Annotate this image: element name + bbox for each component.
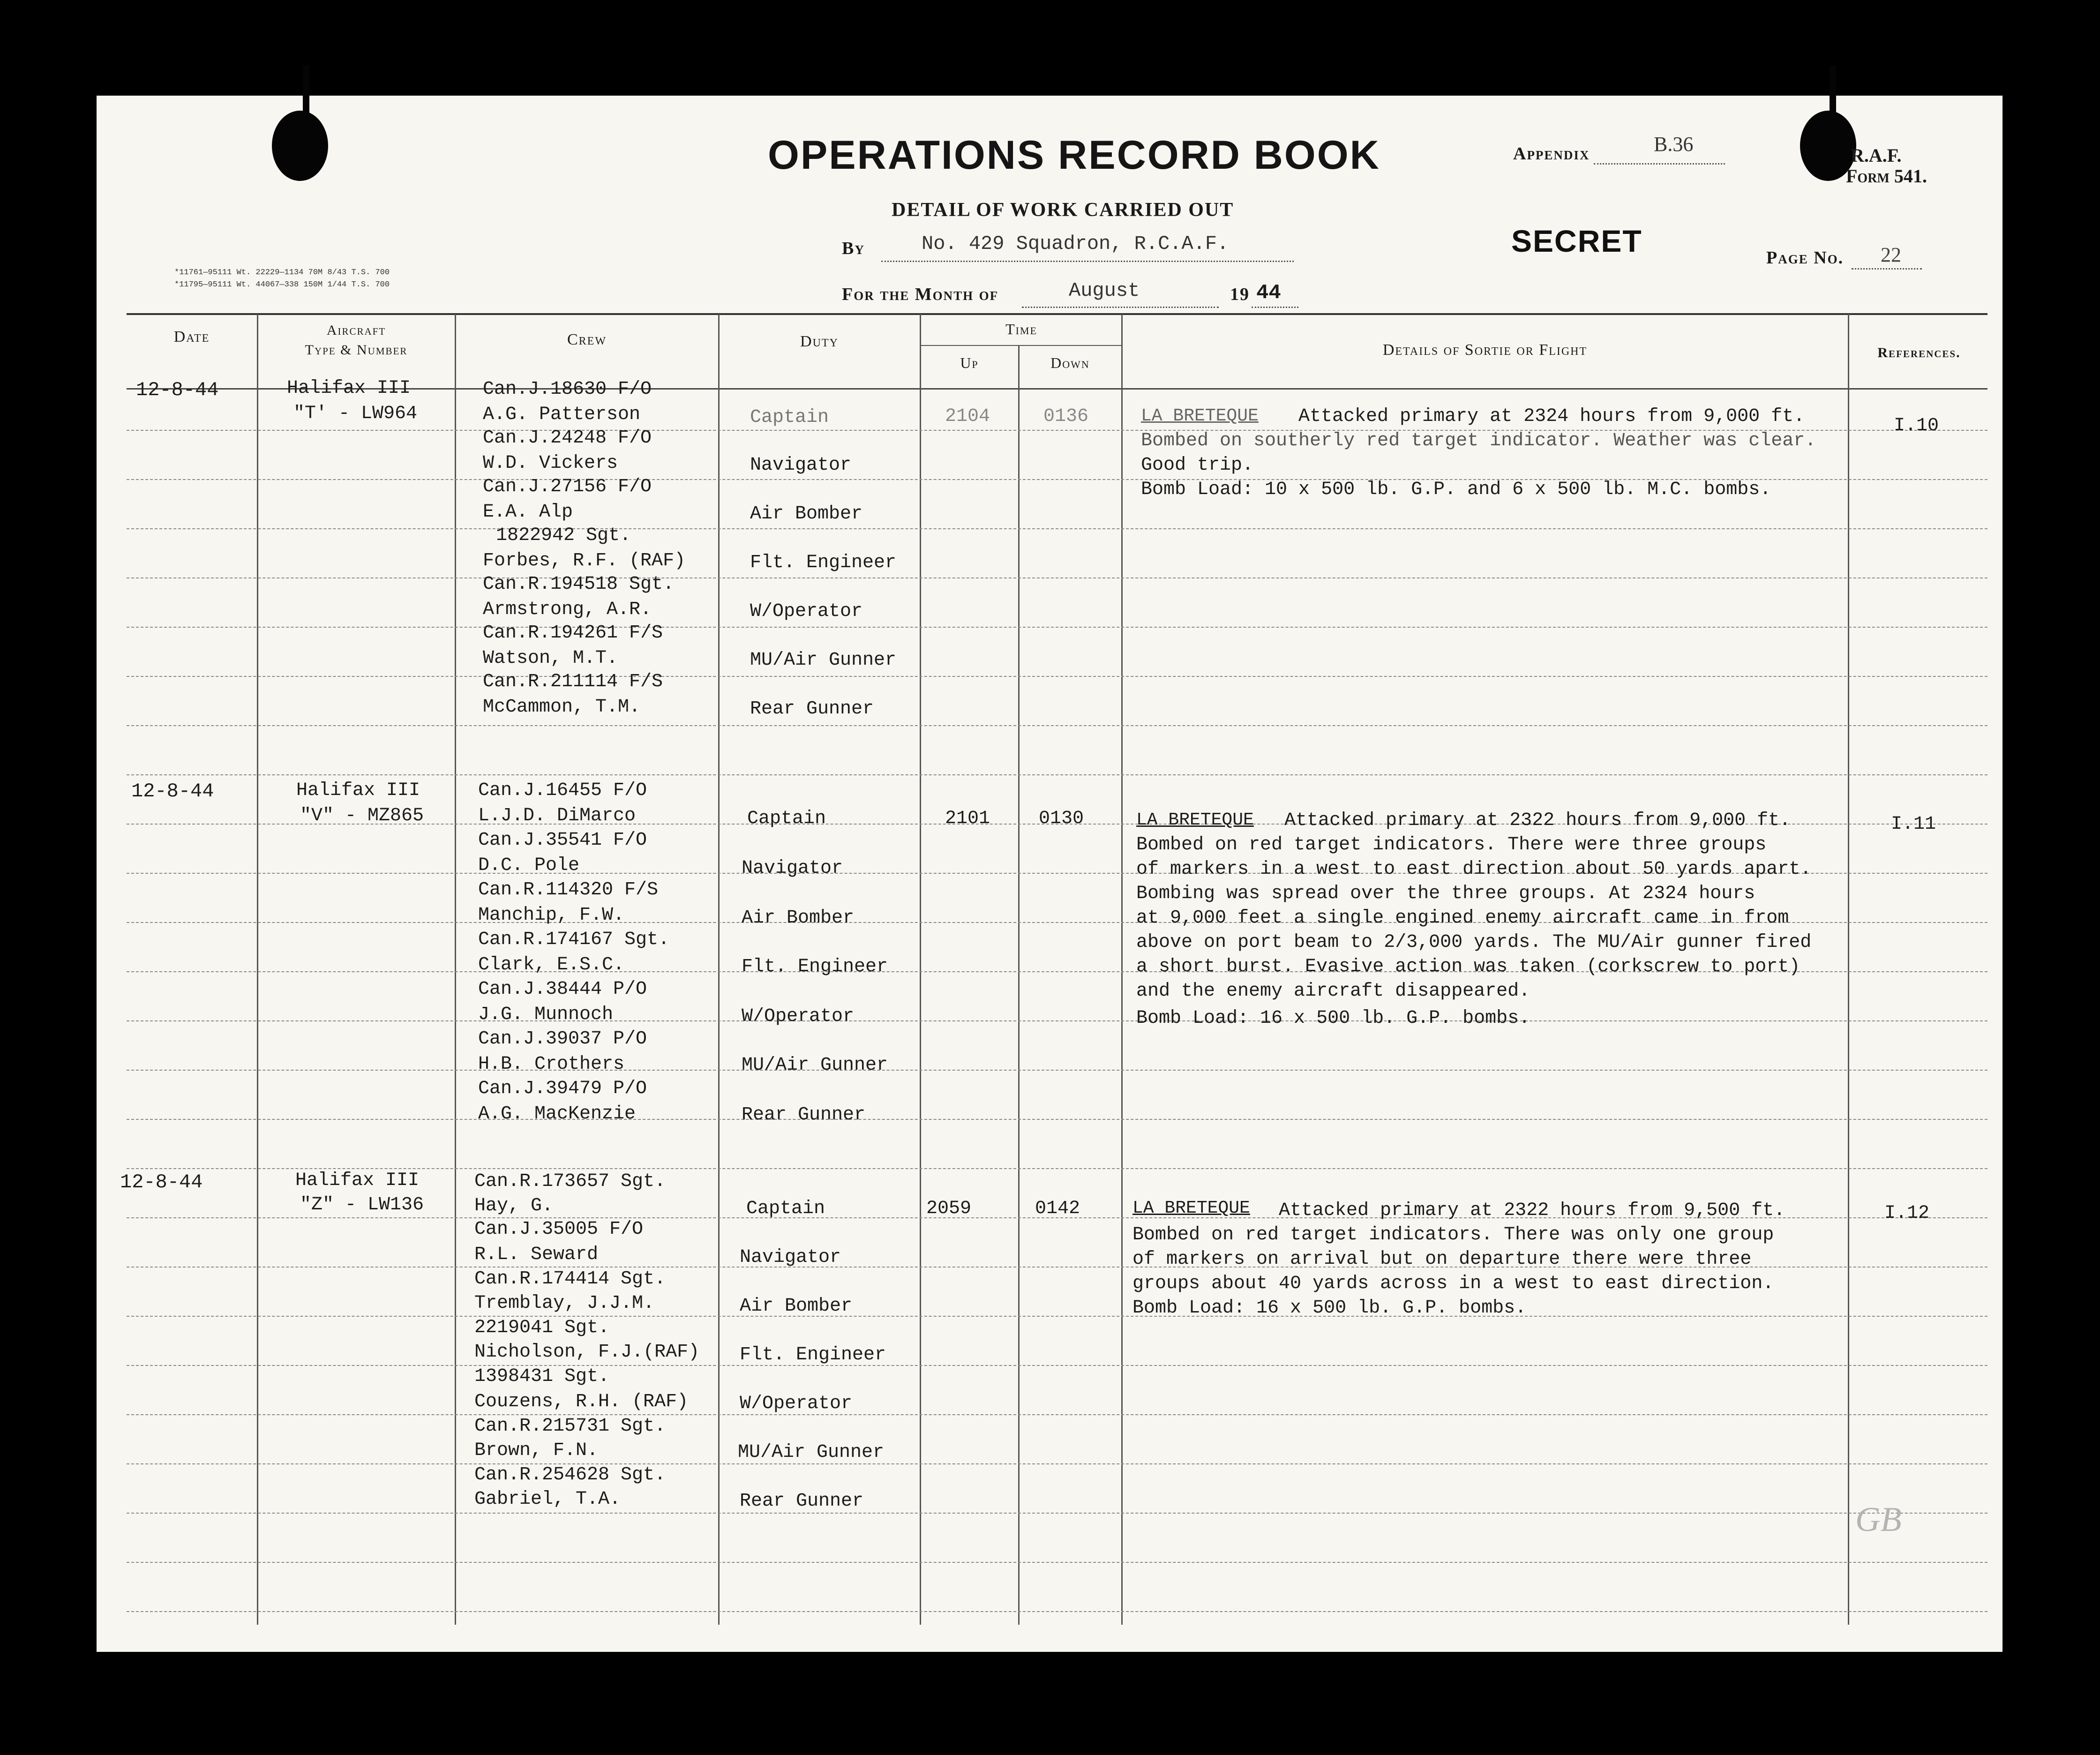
- entry-1-crew-13: McCammon, T.M.: [483, 697, 641, 718]
- entry-1-crew-5: E.A. Alp: [483, 502, 573, 523]
- entry-3-detail-2: of markers on arrival but on departure there were three: [1132, 1249, 1752, 1270]
- year-value: 44: [1256, 281, 1281, 305]
- entry-3-duty-3: Flt. Engineer: [740, 1344, 886, 1365]
- entry-1-aircraft-number: "T' - LW964: [293, 403, 418, 424]
- row-rule: [127, 1167, 1988, 1169]
- entry-3-crew-9: Couzens, R.H. (RAF): [474, 1391, 689, 1412]
- appendix-label: Appendix: [1513, 144, 1590, 164]
- col-header-references: References.: [1877, 345, 1961, 360]
- table-top-border: [127, 313, 1988, 315]
- entry-1-target: LA BRETEQUE: [1141, 406, 1259, 426]
- entry-1-crew-0: Can.J.18630 F/O: [483, 379, 652, 400]
- entry-2-detail-2: of markers in a west to east direction about 50 yards apart.: [1136, 859, 1812, 880]
- entry-1-aircraft-type: Halifax III: [287, 378, 411, 399]
- entry-2-crew-0: Can.J.16455 F/O: [478, 780, 647, 801]
- entry-2-detail-0: Attacked primary at 2322 hours from 9,000 ft.: [1284, 810, 1791, 831]
- col-header-date: Date: [173, 328, 210, 345]
- entry-3-detail-1: Bombed on red target indicators. There was only one group: [1132, 1224, 1774, 1245]
- month-value: August: [1069, 279, 1140, 302]
- entry-1-crew-6: 1822942 Sgt.: [496, 525, 631, 546]
- entry-1-reference: I.10: [1894, 415, 1939, 436]
- secret-stamp: SECRET: [1511, 224, 1642, 258]
- entry-1-crew-8: Can.R.194518 Sgt.: [483, 574, 675, 595]
- year-prefix: 19: [1230, 285, 1250, 304]
- entry-2-duty-0: Captain: [747, 808, 826, 829]
- entry-1-crew-12: Can.R.211114 F/S: [483, 671, 663, 692]
- entry-2-duty-6: Rear Gunner: [742, 1104, 866, 1125]
- entry-2-duty-1: Navigator: [742, 858, 843, 879]
- entry-3-aircraft-type: Halifax III: [295, 1170, 420, 1191]
- entry-3-crew-12: Can.R.254628 Sgt.: [474, 1464, 666, 1485]
- entry-3-crew-8: 1398431 Sgt.: [474, 1366, 610, 1387]
- entry-2-duty-4: W/Operator: [742, 1006, 855, 1027]
- appendix-value: B.36: [1654, 133, 1694, 156]
- entry-2-crew-11: H.B. Crothers: [478, 1054, 625, 1075]
- entry-1-duty-1: Navigator: [750, 455, 852, 476]
- time-subheader-divider: [920, 345, 1121, 346]
- entry-1-duty-6: Rear Gunner: [750, 698, 874, 720]
- entry-2-reference: I.11: [1891, 814, 1936, 835]
- entry-1-crew-2: Can.J.24248 F/O: [483, 428, 652, 449]
- col-divider-crew: [718, 314, 720, 1625]
- row-rule: [127, 1413, 1988, 1415]
- entry-1-crew-4: Can.J.27156 F/O: [483, 476, 652, 497]
- row-rule: [127, 626, 1988, 628]
- entry-2-duty-5: MU/Air Gunner: [742, 1055, 888, 1076]
- entry-3-detail-4: Bomb Load: 16 x 500 lb. G.P. bombs.: [1132, 1298, 1527, 1319]
- entry-2-detail-3: Bombing was spread over the three groups. At 2324 hours: [1136, 883, 1755, 904]
- row-rule: [127, 527, 1988, 529]
- entry-2-crew-6: Can.R.174167 Sgt.: [478, 929, 670, 950]
- row-rule: [127, 1020, 1988, 1021]
- row-rule: [127, 1364, 1988, 1366]
- entry-2-crew-12: Can.J.39479 P/O: [478, 1078, 647, 1099]
- entry-1-duty-3: Flt. Engineer: [750, 552, 897, 573]
- col-header-details: Details of Sortie or Flight: [1382, 341, 1588, 359]
- entry-1-duty-0: Captain: [750, 407, 829, 428]
- entry-2-crew-3: D.C. Pole: [478, 855, 580, 876]
- entry-3-target: LA BRETEQUE: [1132, 1198, 1250, 1218]
- punch-hole-tab-left: [303, 66, 309, 117]
- entry-3-crew-10: Can.R.215731 Sgt.: [474, 1416, 666, 1437]
- entry-3-crew-7: Nicholson, F.J.(RAF): [474, 1342, 700, 1363]
- entry-3-crew-2: Can.J.35005 F/O: [474, 1219, 644, 1240]
- entry-3-crew-1: Hay, G.: [474, 1195, 554, 1216]
- page-number-value: 22: [1881, 243, 1901, 266]
- entry-3-aircraft-number: "Z" - LW136: [300, 1194, 424, 1215]
- entry-2-duty-3: Flt. Engineer: [742, 956, 888, 977]
- row-rule: [127, 1118, 1988, 1120]
- row-rule: [127, 1069, 1988, 1071]
- col-header-up: Up: [960, 354, 979, 371]
- col-divider-down: [1121, 314, 1123, 1625]
- entry-1-crew-9: Armstrong, A.R.: [483, 599, 652, 620]
- entry-3-detail-0: Attacked primary at 2322 hours from 9,500 ft.: [1279, 1200, 1785, 1221]
- entry-3-crew-13: Gabriel, T.A.: [474, 1489, 621, 1510]
- col-divider-date: [257, 314, 258, 1625]
- col-divider-duty: [920, 314, 921, 1625]
- entry-1-detail-0: Attacked primary at 2324 hours from 9,000 ft.: [1298, 406, 1805, 427]
- by-label: By: [842, 239, 865, 258]
- entry-1-detail-3: Bomb Load: 10 x 500 lb. G.P. and 6 x 500 lb. M.C. bombs.: [1141, 479, 1771, 500]
- row-rule: [127, 675, 1988, 677]
- entry-1-crew-11: Watson, M.T.: [483, 648, 618, 669]
- row-rule: [127, 1610, 1988, 1612]
- entry-1-duty-5: MU/Air Gunner: [750, 650, 897, 671]
- entry-2-crew-7: Clark, E.S.C.: [478, 954, 625, 975]
- entry-2-crew-1: L.J.D. DiMarco: [478, 805, 636, 826]
- entry-1-crew-10: Can.R.194261 F/S: [483, 622, 663, 644]
- col-divider-details: [1848, 314, 1849, 1625]
- entry-2-aircraft-number: "V" - MZ865: [300, 805, 424, 826]
- raf-label: R.A.F.: [1851, 145, 1902, 166]
- by-value: No. 429 Squadron, R.C.A.F.: [922, 232, 1229, 255]
- entry-2-crew-8: Can.J.38444 P/O: [478, 979, 647, 1000]
- entry-3-crew-4: Can.R.174414 Sgt.: [474, 1268, 666, 1290]
- entry-3-crew-0: Can.R.173657 Sgt.: [474, 1171, 666, 1192]
- form-label: Form 541.: [1846, 165, 1927, 187]
- entry-1-duty-4: W/Operator: [750, 601, 863, 622]
- entry-3-duty-4: W/Operator: [740, 1393, 853, 1414]
- col-header-down: Down: [1050, 354, 1090, 371]
- entry-3-time-up: 2059: [926, 1198, 972, 1219]
- page-title: OPERATIONS RECORD BOOK: [768, 133, 1380, 178]
- row-rule: [127, 1462, 1988, 1464]
- row-rule: [127, 1512, 1988, 1514]
- entry-2-duty-2: Air Bomber: [742, 908, 855, 929]
- entry-3-crew-5: Tremblay, J.J.M.: [474, 1293, 655, 1314]
- entry-1-detail-2: Good trip.: [1141, 455, 1254, 476]
- signature-initials: GB: [1855, 1500, 1902, 1539]
- by-underline: [881, 261, 1294, 262]
- print-code-1: *11761—95111 Wt. 22229—1134 70M 8/43 T.S. 700: [174, 268, 390, 277]
- entry-2-target: LA BRETEQUE: [1136, 810, 1254, 830]
- subtitle: DETAIL OF WORK CARRIED OUT: [892, 199, 1234, 221]
- row-rule: [127, 724, 1988, 726]
- col-header-duty: Duty: [800, 333, 839, 350]
- entry-1-crew-7: Forbes, R.F. (RAF): [483, 550, 686, 571]
- month-underline: [1022, 307, 1219, 308]
- entry-3-duty-5: MU/Air Gunner: [738, 1442, 885, 1463]
- entry-1-crew-3: W.D. Vickers: [483, 453, 618, 474]
- entry-3-reference: I.12: [1884, 1203, 1930, 1224]
- entry-3-time-down: 0142: [1035, 1198, 1080, 1219]
- page-number-underline: [1852, 268, 1922, 270]
- entry-2-crew-4: Can.R.114320 F/S: [478, 879, 659, 900]
- entry-1-duty-2: Air Bomber: [750, 503, 863, 525]
- col-header-time: Time: [1005, 321, 1037, 338]
- entry-3-duty-2: Air Bomber: [740, 1296, 853, 1317]
- entry-3-crew-3: R.L. Seward: [474, 1244, 599, 1265]
- entry-2-time-down: 0130: [1039, 808, 1084, 829]
- entry-1-time-up: 2104: [945, 406, 990, 427]
- col-header-crew: Crew: [567, 331, 607, 348]
- print-code-2: *11795—95111 Wt. 44067—338 150M 1/44 T.S. 700: [174, 280, 390, 289]
- appendix-underline: [1594, 163, 1725, 165]
- punch-hole-tab-right: [1830, 66, 1836, 117]
- entry-2-detail-6: a short burst. Evasive action was taken (corkscrew to port): [1136, 956, 1800, 977]
- entry-2-crew-9: J.G. Munnoch: [478, 1004, 614, 1025]
- page-number-label: Page No.: [1766, 248, 1844, 268]
- entry-3-duty-1: Navigator: [740, 1247, 841, 1268]
- entry-2-aircraft-type: Halifax III: [296, 780, 420, 801]
- col-divider-up: [1018, 346, 1020, 1625]
- row-rule: [127, 773, 1988, 775]
- entry-3-crew-6: 2219041 Sgt.: [474, 1317, 610, 1338]
- year-underline: [1252, 307, 1298, 308]
- entry-3-crew-11: Brown, F.N.: [474, 1440, 599, 1461]
- entry-1-detail-1: Bombed on southerly red target indicator. Weather was clear.: [1141, 430, 1816, 451]
- row-rule: [127, 1561, 1988, 1563]
- entry-1-time-down: 0136: [1043, 406, 1089, 427]
- entry-2-crew-2: Can.J.35541 F/O: [478, 830, 647, 851]
- entry-2-crew-5: Manchip, F.W.: [478, 905, 625, 926]
- row-rule: [127, 1315, 1988, 1317]
- entry-3-duty-6: Rear Gunner: [740, 1491, 864, 1512]
- row-rule: [127, 577, 1988, 578]
- entry-3-duty-0: Captain: [746, 1198, 825, 1219]
- entry-2-time-up: 2101: [945, 808, 990, 829]
- entry-2-date: 12-8-44: [131, 780, 214, 802]
- month-label: For the Month of: [842, 285, 999, 304]
- entry-2-crew-10: Can.J.39037 P/O: [478, 1028, 647, 1050]
- entry-2-detail-7: and the enemy aircraft disappeared.: [1136, 981, 1530, 1002]
- entry-2-detail-5: above on port beam to 2/3,000 yards. The MU/Air gunner fired: [1136, 932, 1812, 953]
- entry-2-detail-8: Bomb Load: 16 x 500 lb. G.P. bombs.: [1136, 1008, 1530, 1029]
- punch-hole-left: [272, 111, 328, 181]
- col-divider-aircraft: [455, 314, 456, 1625]
- entry-1-date: 12-8-44: [136, 379, 219, 401]
- entry-3-date: 12-8-44: [120, 1171, 203, 1193]
- entry-2-detail-1: Bombed on red target indicators. There were three groups: [1136, 834, 1767, 855]
- entry-2-detail-4: at 9,000 feet a single engined enemy aircraft came in from: [1136, 908, 1789, 929]
- col-header-aircraft-line2: Type & Number: [305, 342, 408, 358]
- col-header-aircraft-line1: Aircraft: [326, 322, 386, 338]
- entry-3-detail-3: groups about 40 yards across in a west to east direction.: [1132, 1273, 1774, 1294]
- entry-1-crew-1: A.G. Patterson: [483, 404, 641, 425]
- entry-2-crew-13: A.G. MacKenzie: [478, 1103, 636, 1125]
